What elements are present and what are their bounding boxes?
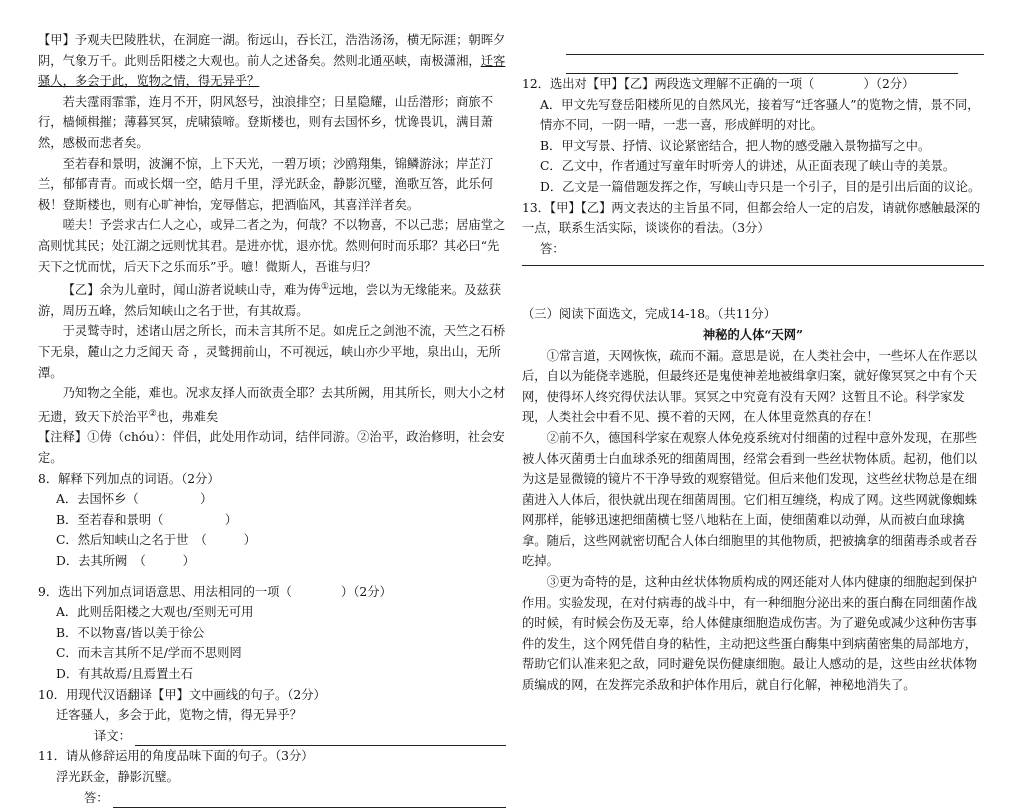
question-10: 10．用现代汉语翻译【甲】文中画线的句子。（2分） xyxy=(38,687,326,702)
question-9-options xyxy=(38,602,506,684)
yi-paragraph-2: 于灵鹫寺时，述诸山居之所长，而未言其所不足。如虎丘之剑池不流，天竺之石桥下无泉，麓山之力乏闻天 奇 ，灵鹫拥前山，不可视远，峡山亦少平地，泉出山，无所潭。 xyxy=(38,324,506,380)
article-paragraph-2: ②前不久，德国科学家在观察人体免疫系统对付细菌的过程中意外发现，在那些被人体灭菌勇士白血球杀死的细菌周围，经常会看到一些丝状物体质。起初，他们以为这是显微镜的镜片不干净导致的观察错觉。但后来他们发现，这些丝状物总是在细菌进入人体后，很快就出现在细菌周围。它们相互缠绕，构成了网。这些网就像蜘蛛网那样，能够迅速把细菌横七竖八地粘在上面，使细菌难以动弹，从而被白血球擒拿。随后，这些网就密切配合人体白细胞里的其他物质，把被擒拿的细菌毒杀或者吞吃掉。 xyxy=(522,430,977,569)
article-paragraph-3: ③更为奇特的是，这种由丝状体物质构成的网还能对人体内健康的细胞起到保护作用。实验发现，在对付病毒的战斗中，有一种细胞分泌出来的蛋白酶在同细菌作战的时候，有时候会伤及无辜，给人体健康细胞造成伤害。为了避免或减少这种伤害事件的发生，这个网凭借自身的粘性，主动把这些蛋白酶集中到病菌密集的局部地方，帮助它们认准来犯之敌，同时避免误伤健康细胞。最让人感动的是，这些由丝状体物质编成的网，在发挥完杀敌和护体作用后，就自行化解，神秘地消失了。 xyxy=(522,575,977,693)
q13-answer-line[interactable] xyxy=(522,259,984,266)
q12-option-d: D．乙文是一篇借题发挥之作，写峡山寺只是一个引子，目的是引出后面的议论。 xyxy=(540,179,981,194)
q8-option-d: D．去其所阙 （ ） xyxy=(56,554,195,569)
q11-answer-row xyxy=(38,788,506,808)
jia-paragraph-4: 嗟夫！予尝求古仁人之心，或异二者之为，何哉？不以物喜，不以己悲；居庙堂之高则忧其民；处江湖之远则忧其君。是进亦忧，退亦忧。然则何时而乐耶？其必曰“先天下之忧而忧，后天下之乐而乐”乎。噫！微斯人，吾谁与归？ xyxy=(38,218,506,274)
yi-p3-text-a: 乃知物之全能，难也。况求友择人而欲责全耶？去其所阙，用其所长，则大小之材无遗，致天下於治平 xyxy=(38,386,506,424)
q10-answer-row xyxy=(38,726,506,747)
yi-paragraph-3 xyxy=(38,383,506,427)
question-11: 11．请从修辞运用的角度品味下面的句子。（3分） xyxy=(38,749,314,764)
answer-line-top-2[interactable] xyxy=(566,55,958,74)
annotation-note: 【注释】①俦（chóu）：伴侣，此处用作动词，结伴同游。②治平，政治修明，社会安定。 xyxy=(38,430,505,466)
jia-paragraph-1 xyxy=(38,30,506,92)
q12-option-c: C．乙文中，作者通过写童年时听旁人的讲述，从正面表现了峡山寺的美景。 xyxy=(540,159,956,174)
yi-paragraph-1 xyxy=(38,277,506,321)
note-marker-1: ① xyxy=(320,282,329,293)
question-13: 13．【甲】【乙】两文表达的主旨虽不同，但都会给人一定的启发，请就你感触最深的一点，联系生活实际，谈谈你的看法。（3分） xyxy=(522,200,981,236)
q13-answer-label: 答： xyxy=(540,241,565,256)
section-3-heading: （三）阅读下面选文，完成14-18。（共11分） xyxy=(522,307,776,322)
q10-sentence: 迁客骚人，多会于此，览物之情，得无异乎？ xyxy=(56,708,302,723)
q10-answer-label: 译文： xyxy=(94,728,131,743)
q12-option-b: B．甲文写景、抒情、议论紧密结合，把人物的感受融入景物描写之中。 xyxy=(540,138,931,153)
question-8: 8．解释下列加点的词语。（2分） xyxy=(38,471,220,486)
q12-option-a: A．甲文先写登岳阳楼所见的自然风光，接着写“迁客骚人”的览物之情，景不同，情亦不同，一阴一晴，一悲一喜，形成鲜明的对比。 xyxy=(540,97,980,133)
jia-paragraph-3: 至若春和景明，波澜不惊，上下天光，一碧万顷；沙鸥翔集，锦鳞游泳；岸芷汀兰，郁郁青青。而或长烟一空，皓月千里，浮光跃金，静影沉璧，渔歌互答，此乐何极！登斯楼也，则有心旷神怡，宠辱偕忘，把酒临风，其喜洋洋者矣。 xyxy=(38,156,493,212)
q11-sentence: 浮光跃金，静影沉璧。 xyxy=(56,769,179,784)
article-paragraph-1: ①常言道，天网恢恢，疏而不漏。意思是说，在人类社会中，一些坏人在作恶以后，自以为能侥幸逃脱，但最终还是鬼使神差地被缉拿归案，就好像冥冥之中有个天网，使得坏人终究得伏法认罪。冥冥之中究竟有没有天网？这暂且不论。科学家发现，人类社会中看不见、摸不着的天网，在人体里竟然真的存在！ xyxy=(522,348,977,425)
question-12-options xyxy=(522,95,984,198)
q8-option-c: C．然后知峡山之名于世 （ ） xyxy=(56,533,257,548)
question-8-options xyxy=(38,489,506,571)
yi-p1-text-b: 远地，尝以为无缘能来。及兹获游，周历五峰，然后知峡山之名于世，有其故焉。 xyxy=(38,283,502,318)
left-column xyxy=(38,30,506,808)
q9-option-d: D．有其故焉/且焉置土石 xyxy=(56,667,193,681)
spacer xyxy=(38,572,506,582)
q9-option-a: A．此则岳阳楼之大观也/至则无可用 xyxy=(56,605,254,620)
answer-line-top-1[interactable] xyxy=(566,30,984,55)
question-9: 9．选出下列加点词语意思、用法相同的一项（ ）（2分） xyxy=(38,584,392,599)
q11-answer-label: 答： xyxy=(84,790,109,805)
q9-option-c: C．而未言其所不足/学而不思则罔 xyxy=(56,646,242,661)
article-title: 神秘的人体“天网” xyxy=(702,326,804,342)
q8-option-a: A．去国怀乡（ ） xyxy=(56,492,213,507)
q8-option-b: B．至若春和景明（ ） xyxy=(56,512,238,527)
q10-answer-line[interactable] xyxy=(135,731,506,746)
note-marker-2: ② xyxy=(148,408,157,419)
right-column xyxy=(522,30,984,696)
yi-p1-text-a: 【乙】余为儿童时，闻山游者说峡山寺，难为俦 xyxy=(62,283,321,298)
yi-p3-text-b: 也，弗难矣 xyxy=(156,409,219,424)
q9-option-b: B．不以物喜/皆以美于徐公 xyxy=(56,625,205,640)
jia-p1-text: 【甲】予观夫巴陵胜状，在洞庭一湖。衔远山，吞长江，浩浩汤汤，横无际涯；朝晖夕阴，气象万千。此则岳阳楼之大观也。前人之述备矣。然则北通巫峡，南极潇湘， xyxy=(38,33,506,68)
question-12: 12．选出对【甲】【乙】两段选文理解不正确的一项（ ）（2分） xyxy=(522,77,915,91)
spacer xyxy=(522,266,984,304)
q11-answer-line[interactable] xyxy=(113,793,506,808)
jia-paragraph-2: 若夫霪雨霏霏，连月不开，阴风怒号，浊浪排空；日星隐耀，山岳潜形；商旅不行，樯倾楫摧；薄暮冥冥，虎啸猿啼。登斯楼也，则有去国怀乡，忧谗畏讥，满目萧然，感极而悲者矣。 xyxy=(38,94,493,150)
jia-underlined-sentence: 迁客骚人，多会于此，览物之情，得无异乎？ xyxy=(38,53,506,89)
